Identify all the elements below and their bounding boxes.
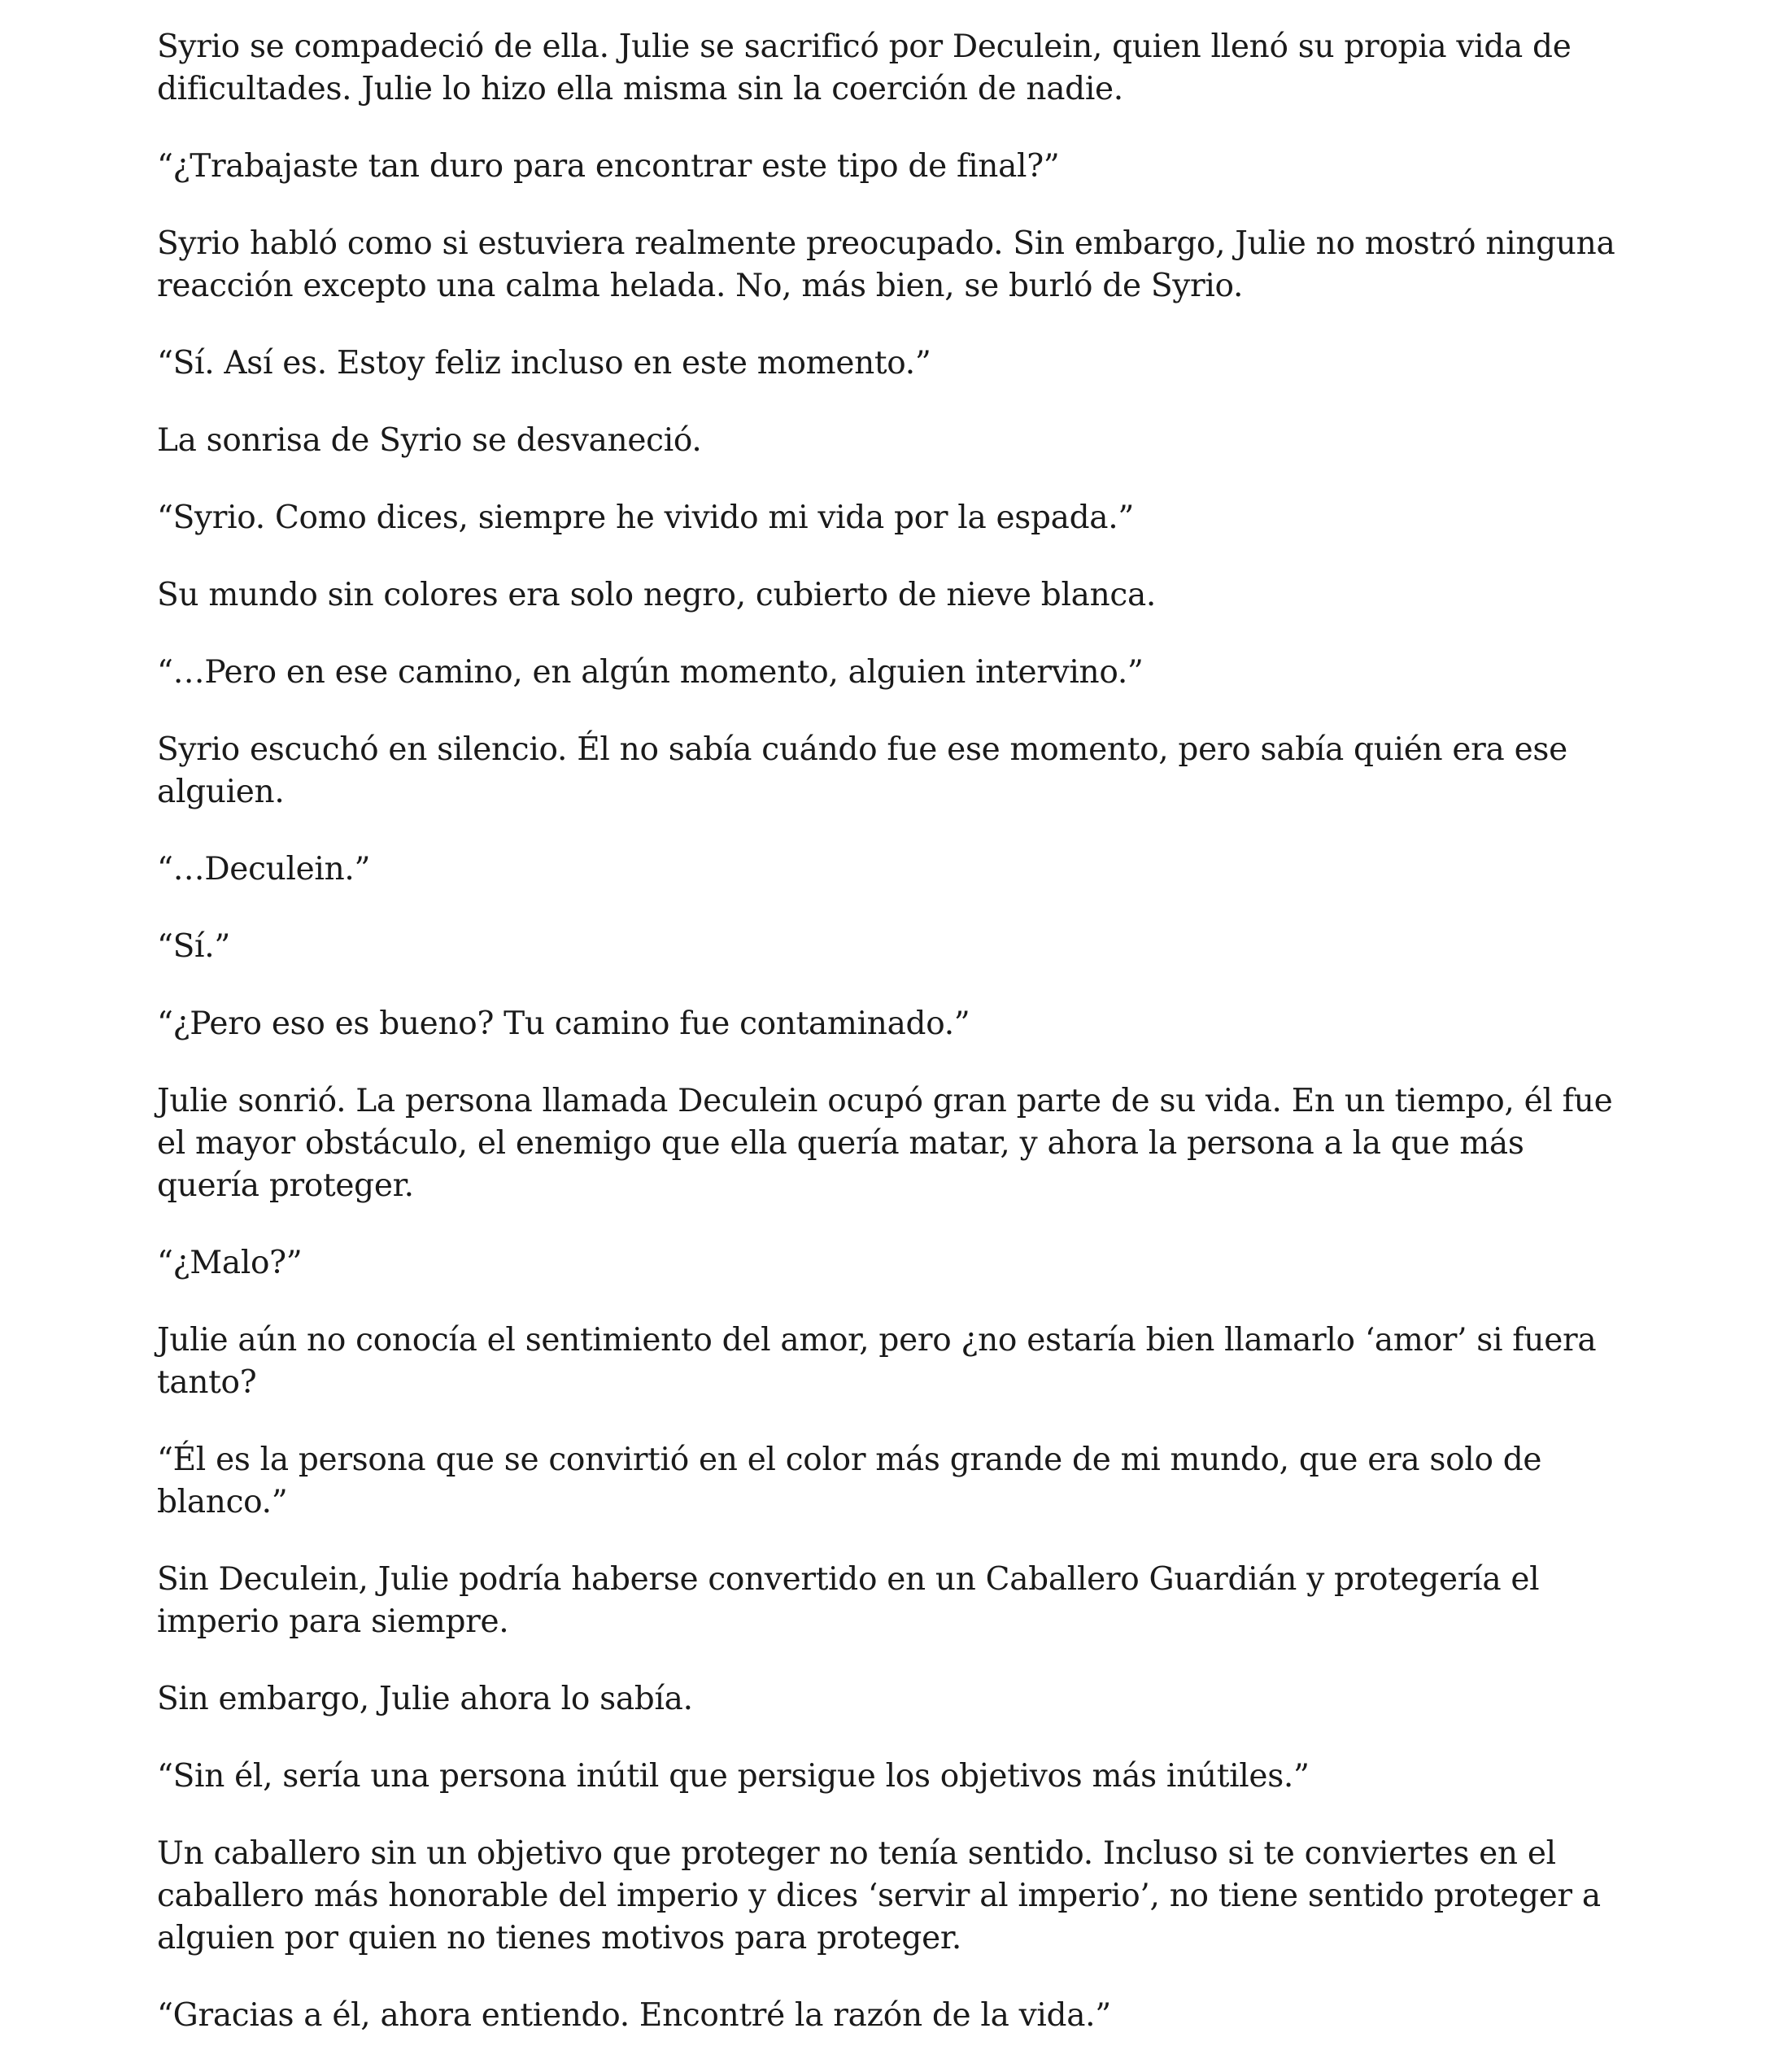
paragraph-6: “Syrio. Como dices, siempre he vivido mi vida por la espada.” <box>157 499 1134 536</box>
paragraph-21: “Gracias a él, ahora entiendo. Encontré la razón de la vida.” <box>157 1997 1111 2034</box>
paragraph-15: Julie aún no conocía el sentimiento del amor, pero ¿no estaría bien llamarlo ‘amor’ si fuera tanto? <box>157 1322 1597 1401</box>
paragraph-20: Un caballero sin un objetivo que proteger no tenía sentido. Incluso si te conviertes en el caballero más honorable del imperio y dices ‘servir al imperio’, no tiene sentido proteger a alguien por quien no tienes motivos para proteger. <box>157 1835 1601 1956</box>
paragraph-12: “¿Pero eso es bueno? Tu camino fue contaminado.” <box>157 1005 970 1042</box>
paragraph-3: Syrio habló como si estuviera realmente preocupado. Sin embargo, Julie no mostró ninguna reacción excepto una calma helada. No, más bien, se burló de Syrio. <box>157 225 1615 304</box>
paragraph-1: Syrio se compadeció de ella. Julie se sacrificó por Deculein, quien llenó su propia vida de dificultades. Julie lo hizo ella misma sin la coerción de nadie. <box>157 28 1572 107</box>
paragraph-8: “…Pero en ese camino, en algún momento, alguien intervino.” <box>157 654 1144 691</box>
paragraph-19: “Sin él, sería una persona inútil que persigue los objetivos más inútiles.” <box>157 1758 1310 1795</box>
paragraph-7: Su mundo sin colores era solo negro, cubierto de nieve blanca. <box>157 577 1156 613</box>
paragraph-9: Syrio escuchó en silencio. Él no sabía cuándo fue ese momento, pero sabía quién era ese alguien. <box>157 731 1567 810</box>
paragraph-17: Sin Deculein, Julie podría haberse convertido en un Caballero Guardián y protegería el imperio para siempre. <box>157 1561 1540 1640</box>
paragraph-10: “…Deculein.” <box>157 851 371 888</box>
paragraph-14: “¿Malo?” <box>157 1245 303 1281</box>
document-page <box>157 26 1625 2072</box>
paragraph-18: Sin embargo, Julie ahora lo sabía. <box>157 1681 693 1717</box>
paragraph-5: La sonrisa de Syrio se desvaneció. <box>157 422 702 459</box>
paragraph-13: Julie sonrió. La persona llamada Deculein ocupó gran parte de su vida. En un tiempo, él fue el mayor obstáculo, el enemigo que ella quería matar, y ahora la persona a la que más quería proteger. <box>157 1083 1613 1204</box>
paragraph-11: “Sí.” <box>157 928 230 965</box>
paragraph-2: “¿Trabajaste tan duro para encontrar este tipo de final?” <box>157 148 1060 185</box>
paragraph-4: “Sí. Así es. Estoy feliz incluso en este momento.” <box>157 345 931 382</box>
paragraph-16: “Él es la persona que se convirtió en el color más grande de mi mundo, que era solo de blanco.” <box>157 1442 1542 1520</box>
